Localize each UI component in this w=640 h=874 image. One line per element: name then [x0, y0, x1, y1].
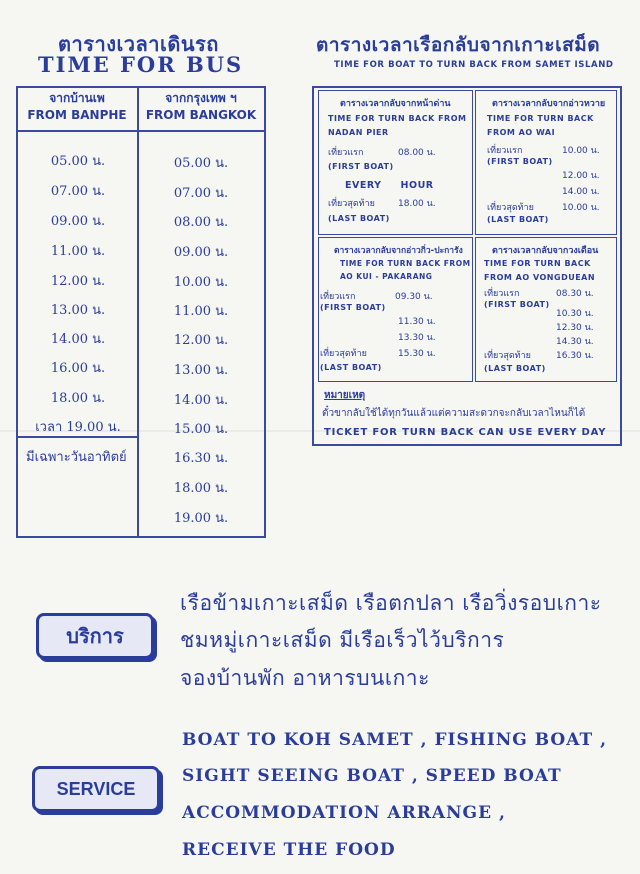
service-line-english: RECEIVE THE FOOD	[182, 840, 396, 860]
service-line-thai: จองบ้านพัก อาหารบนเกาะ	[180, 666, 430, 690]
note-heading: หมายเหตุ	[324, 390, 366, 401]
banphe-time: 12.00 น.	[50, 274, 106, 289]
banphe-time-last: เวลา 19.00 น.	[35, 420, 121, 435]
kui-last-english: (LAST BOAT)	[320, 363, 382, 372]
aowai-time: 12.00 น.	[562, 171, 600, 181]
nadan-first-english: (FIRST BOAT)	[328, 162, 394, 171]
bus-title-english: TIME FOR BUS	[38, 52, 244, 77]
banphe-time: 14.00 น.	[50, 332, 106, 347]
banphe-time: 11.00 น.	[50, 244, 106, 259]
aowai-last-time: 10.00 น.	[562, 203, 600, 213]
column-header-bangkok-thai: จากกรุงเทพ ฯ	[165, 91, 237, 105]
aowai-last-english: (LAST BOAT)	[487, 215, 549, 224]
vongduean-first-english: (FIRST BOAT)	[484, 300, 550, 309]
kui-first-english: (FIRST BOAT)	[320, 303, 386, 312]
nadan-title-english: TIME FOR TURN BACK FROM	[328, 114, 467, 123]
nadan-last-label: เที่ยวสุดท้าย	[328, 199, 375, 209]
note-thai: ตั๋วขากลับใช้ได้ทุกวันแล้วแต่ความสะดวกจะกลับเวลาไหนก็ได้	[322, 408, 586, 419]
bus-title-thai: ตารางเวลาเดินรถ	[58, 32, 219, 56]
vongduean-title-english: TIME FOR TURN BACK	[484, 259, 591, 268]
bangkok-time: 05.00 น.	[173, 156, 229, 171]
aowai-title-thai: ตารางเวลากลับจากอ่าวหวาย	[492, 99, 606, 109]
kui-time: 11.30 น.	[398, 317, 436, 327]
vongduean-first-label: เที่ยวแรก	[484, 289, 520, 299]
bus-header-divider	[18, 130, 264, 132]
kui-last-time: 15.30 น.	[398, 349, 436, 359]
bangkok-time: 14.00 น.	[173, 393, 229, 408]
kui-pier-name: AO KUI - PAKARANG	[340, 272, 433, 281]
column-header-banphe	[18, 90, 136, 124]
service-line-english: BOAT TO KOH SAMET , FISHING BOAT ,	[182, 730, 607, 750]
banphe-note-divider	[18, 436, 138, 438]
vongduean-last-label: เที่ยวสุดท้าย	[484, 351, 531, 361]
aowai-time: 14.00 น.	[562, 187, 600, 197]
kui-time: 13.30 น.	[398, 333, 436, 343]
service-badge-thai: บริการ	[36, 613, 154, 659]
column-header-bangkok-english: FROM BANGKOK	[145, 108, 257, 122]
kui-title-thai: ตารางเวลากลับจากอ่าวกิ่ว-ปะการัง	[334, 246, 463, 256]
nadan-every-hour: EVERY HOUR	[345, 180, 434, 191]
service-badge-english: SERVICE	[32, 766, 160, 812]
banphe-time: 09.00 น.	[50, 214, 106, 229]
banphe-time: 07.00 น.	[50, 184, 106, 199]
vongduean-title-thai: ตารางเวลากลับจากวงเดือน	[492, 246, 599, 256]
nadan-last-time: 18.00 น.	[398, 199, 436, 209]
nadan-first-label: เที่ยวแรก	[328, 148, 364, 158]
aowai-first-label: เที่ยวแรก	[487, 146, 523, 156]
nadan-pier-name: NADAN PIER	[328, 128, 389, 137]
vongduean-time: 12.30 น.	[556, 323, 594, 333]
bangkok-time: 15.00 น.	[173, 422, 229, 437]
vongduean-last-english: (LAST BOAT)	[484, 364, 546, 373]
nadan-title-thai: ตารางเวลากลับจากหน้าด่าน	[340, 99, 451, 109]
banphe-time: 13.00 น.	[50, 303, 106, 318]
aowai-last-label: เที่ยวสุดท้าย	[487, 203, 534, 213]
vongduean-time: 14.30 น.	[556, 337, 594, 347]
banphe-time: 05.00 น.	[50, 154, 106, 169]
aowai-first-time: 10.00 น.	[562, 146, 600, 156]
boat-title-english: TIME FOR BOAT TO TURN BACK FROM SAMET ISLAND	[334, 60, 614, 70]
kui-first-time: 09.30 น.	[395, 292, 433, 302]
column-header-bangkok	[142, 90, 260, 124]
banphe-time: 16.00 น.	[50, 361, 106, 376]
service-line-english: ACCOMMODATION ARRANGE ,	[182, 803, 506, 823]
nadan-last-english: (LAST BOAT)	[328, 214, 390, 223]
aowai-title-english: TIME FOR TURN BACK	[487, 114, 594, 123]
bus-column-divider	[137, 86, 139, 538]
aowai-first-english: (FIRST BOAT)	[487, 157, 553, 166]
vongduean-pier-name: FROM AO VONGDUEAN	[484, 273, 596, 282]
vongduean-last-time: 16.30 น.	[556, 351, 594, 361]
service-line-english: SIGHT SEEING BOAT , SPEED BOAT	[182, 766, 562, 786]
vongduean-time: 10.30 น.	[556, 309, 594, 319]
bangkok-time: 10.00 น.	[173, 275, 229, 290]
column-header-banphe-thai: จากบ้านเพ	[49, 91, 105, 105]
note-english: TICKET FOR TURN BACK CAN USE EVERY DAY	[324, 427, 607, 438]
kui-title-english: TIME FOR TURN BACK FROM	[340, 259, 471, 268]
bangkok-time: 13.00 น.	[173, 363, 229, 378]
bangkok-time: 09.00 น.	[173, 245, 229, 260]
bangkok-time: 19.00 น.	[173, 511, 229, 526]
nadan-first-time: 08.00 น.	[398, 148, 436, 158]
bangkok-time: 07.00 น.	[173, 186, 229, 201]
bangkok-time: 11.00 น.	[173, 304, 229, 319]
boat-title-thai: ตารางเวลาเรือกลับจากเกาะเสม็ด	[316, 34, 601, 56]
bangkok-time: 18.00 น.	[173, 481, 229, 496]
kui-last-label: เที่ยวสุดท้าย	[320, 349, 367, 359]
service-line-thai: เรือข้ามเกาะเสม็ด เรือตกปลา เรือวิ่งรอบเกาะ	[180, 591, 602, 615]
aowai-pier-name: FROM AO WAI	[487, 128, 556, 137]
bangkok-time: 12.00 น.	[173, 333, 229, 348]
banphe-time: 18.00 น.	[50, 391, 106, 406]
banphe-note: มีเฉพาะวันอาทิตย์	[26, 450, 127, 465]
bangkok-time: 16.30 น.	[173, 451, 229, 466]
column-header-banphe-english: FROM BANPHE	[27, 108, 127, 122]
bangkok-time: 08.00 น.	[173, 215, 229, 230]
service-line-thai: ชมหมู่เกาะเสม็ด มีเรือเร็วไว้บริการ	[180, 628, 505, 652]
vongduean-first-time: 08.30 น.	[556, 289, 594, 299]
kui-first-label: เที่ยวแรก	[320, 292, 356, 302]
